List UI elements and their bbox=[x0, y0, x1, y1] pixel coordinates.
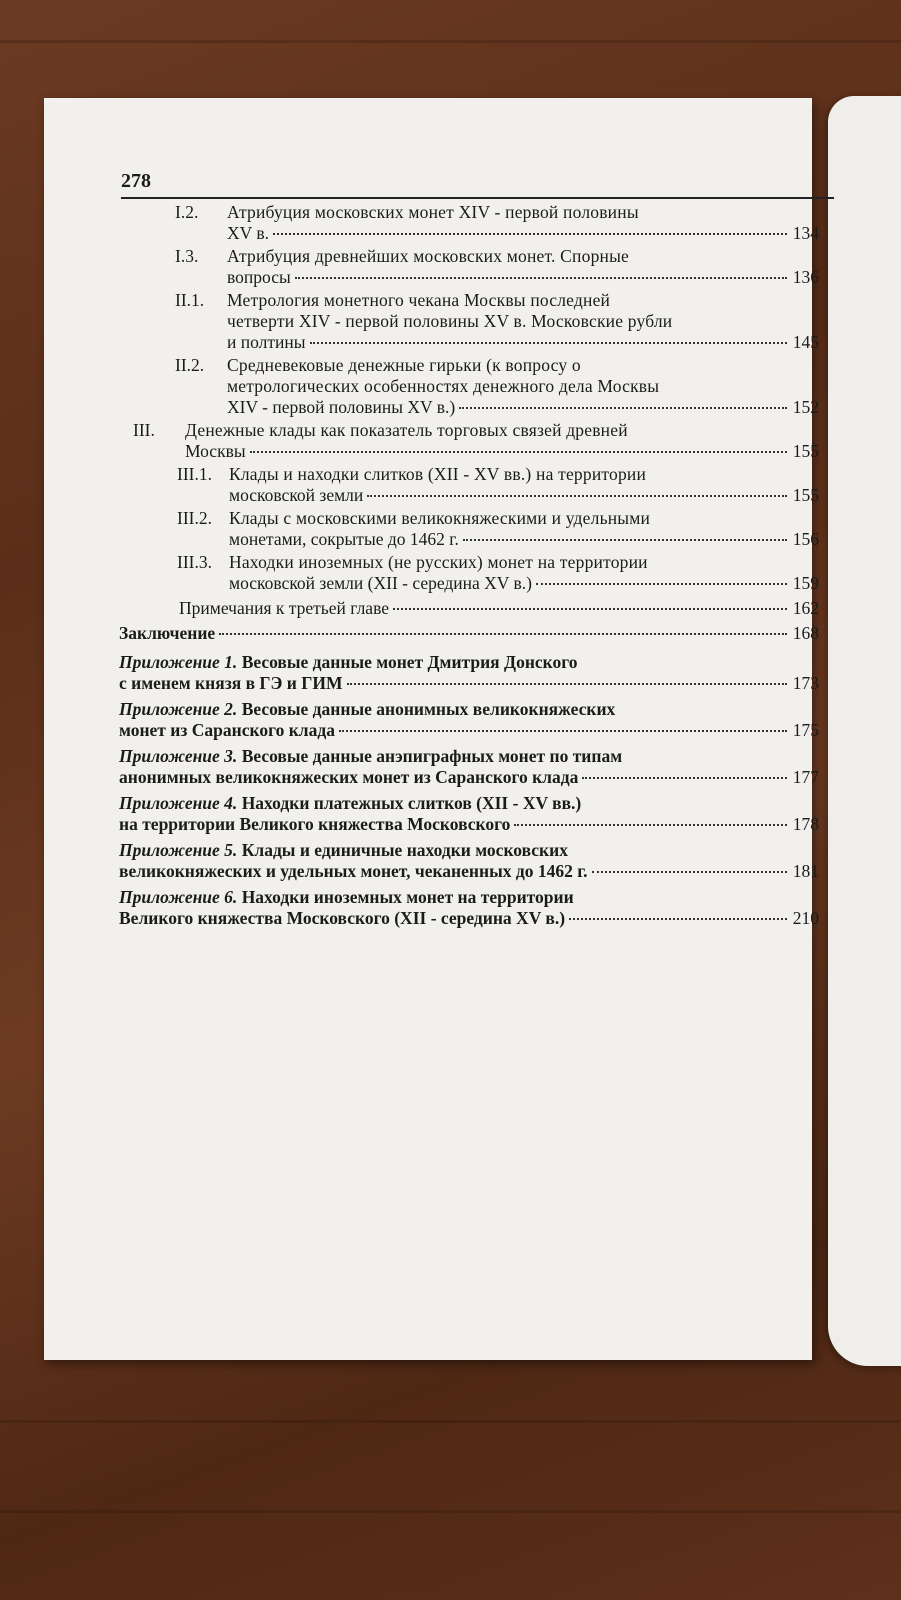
appendix-title: анонимных великокняжеских монет из Саранского клада bbox=[119, 767, 579, 787]
toc-appendix bbox=[119, 699, 819, 741]
toc-entry-number: III.3. bbox=[177, 552, 212, 572]
dot-leader bbox=[393, 608, 787, 610]
toc-page-number: 178 bbox=[792, 814, 819, 834]
appendix-label: Приложение 3. bbox=[119, 746, 238, 766]
dot-leader bbox=[295, 277, 787, 279]
toc-entry-text: Средневековые денежные гирьки (к вопросу о bbox=[227, 355, 581, 375]
toc-entry-text: Находки иноземных (не русских) монет на территории bbox=[229, 552, 648, 572]
toc-entry-text: Атрибуция древнейших московских монет. Спорные bbox=[227, 246, 630, 266]
toc-page-number: 177 bbox=[792, 767, 819, 787]
adjacent-page-edge bbox=[828, 96, 901, 1366]
page-number: 278 bbox=[121, 170, 151, 192]
appendix-title: Великого княжества Московского (XII - середина XV в.) bbox=[119, 908, 566, 928]
toc-page-number: 155 bbox=[792, 485, 819, 505]
dot-leader bbox=[250, 451, 787, 453]
appendix-title: Весовые данные анэпиграфных монет по типам bbox=[241, 746, 623, 766]
toc-entry-text: Денежные клады как показатель торговых связей древней bbox=[185, 420, 628, 440]
appendix-title: с именем князя в ГЭ и ГИМ bbox=[119, 673, 343, 693]
appendix-title: монет из Саранского клада bbox=[119, 720, 335, 740]
toc-entry-text: московской земли (XII - середина XV в.) bbox=[229, 573, 532, 593]
toc-page-number: 175 bbox=[792, 720, 819, 740]
toc-page-number: 156 bbox=[792, 529, 819, 549]
toc-entry-text: Заключение bbox=[119, 623, 216, 643]
toc-page-number: 210 bbox=[792, 908, 819, 928]
toc-entry-number: I.3. bbox=[175, 246, 199, 266]
appendix-title: Весовые данные анонимных великокняжеских bbox=[241, 699, 616, 719]
toc-entry-text: вопросы bbox=[227, 267, 291, 287]
toc-entry bbox=[119, 508, 819, 550]
table-of-contents bbox=[119, 202, 819, 929]
toc-appendix bbox=[119, 887, 819, 929]
toc-entry-text: Метрология монетного чекана Москвы последней bbox=[227, 290, 611, 310]
toc-entry-text: Москвы bbox=[185, 441, 246, 461]
toc-appendix bbox=[119, 746, 819, 788]
toc-appendix bbox=[119, 652, 819, 694]
appendix-title: Находки иноземных монет на территории bbox=[241, 887, 574, 907]
dot-leader bbox=[592, 871, 787, 873]
toc-page-number: 152 bbox=[792, 397, 819, 417]
appendix-label: Приложение 1. bbox=[119, 652, 238, 672]
wood-grain bbox=[0, 1510, 901, 1513]
appendix-label: Приложение 4. bbox=[119, 793, 238, 813]
toc-entry-text: четверти XIV - первой половины XV в. Московские рубли bbox=[227, 311, 673, 331]
dot-leader bbox=[459, 407, 787, 409]
dot-leader bbox=[273, 233, 787, 235]
toc-entry bbox=[119, 552, 819, 594]
dot-leader bbox=[582, 777, 787, 779]
toc-page-number: 162 bbox=[792, 598, 819, 618]
dot-leader bbox=[339, 730, 787, 732]
toc-entry-number: II.2. bbox=[175, 355, 205, 375]
toc-entry-text: и полтины bbox=[227, 332, 306, 352]
dot-leader bbox=[569, 918, 787, 920]
dot-leader bbox=[347, 683, 788, 685]
toc-page-number: 145 bbox=[792, 332, 819, 352]
toc-entry-text: монетами, сокрытые до 1462 г. bbox=[229, 529, 459, 549]
appendix-label: Приложение 2. bbox=[119, 699, 238, 719]
dot-leader bbox=[536, 583, 787, 585]
toc-entry bbox=[119, 290, 819, 353]
toc-entry-number: III.2. bbox=[177, 508, 212, 528]
book-page bbox=[44, 98, 819, 1360]
toc-entry-text: метрологических особенностях денежного дела Москвы bbox=[227, 376, 660, 396]
toc-page-number: 155 bbox=[792, 441, 819, 461]
toc-entry bbox=[119, 464, 819, 506]
appendix-title: Клады и единичные находки московских bbox=[241, 840, 568, 860]
toc-entry-conclusion bbox=[119, 623, 819, 644]
toc-page-number: 134 bbox=[792, 223, 819, 243]
header-rule bbox=[121, 197, 834, 199]
toc-page-number: 168 bbox=[792, 623, 819, 643]
appendix-label: Приложение 5. bbox=[119, 840, 238, 860]
toc-page-number: 136 bbox=[792, 267, 819, 287]
toc-entry-number: I.2. bbox=[175, 202, 199, 222]
wood-grain bbox=[0, 40, 901, 43]
toc-entry-number: III. bbox=[133, 420, 155, 440]
toc-entry bbox=[119, 246, 819, 288]
toc-page-number: 181 bbox=[792, 861, 819, 881]
toc-entry-text: Атрибуция московских монет XIV - первой половины bbox=[227, 202, 639, 222]
appendix-label: Приложение 6. bbox=[119, 887, 238, 907]
dot-leader bbox=[310, 342, 788, 344]
toc-entry bbox=[119, 355, 819, 418]
toc-entry-number: II.1. bbox=[175, 290, 205, 310]
toc-entry-text: XV в. bbox=[227, 223, 269, 243]
dot-leader bbox=[367, 495, 787, 497]
toc-page-number: 159 bbox=[792, 573, 819, 593]
dot-leader bbox=[463, 539, 787, 541]
toc-entry bbox=[119, 420, 819, 462]
toc-entry-text: Примечания к третьей главе bbox=[179, 598, 389, 618]
toc-appendix bbox=[119, 840, 819, 882]
toc-entry-text: Клады и находки слитков (XII - XV вв.) на территории bbox=[229, 464, 647, 484]
appendix-title: великокняжеских и удельных монет, чеканенных до 1462 г. bbox=[119, 861, 588, 881]
dot-leader bbox=[514, 824, 787, 826]
toc-appendix bbox=[119, 793, 819, 835]
wood-grain bbox=[0, 1420, 901, 1423]
toc-entry-text: XIV - первой половины XV в.) bbox=[227, 397, 456, 417]
toc-page-number: 173 bbox=[792, 673, 819, 693]
toc-entry-text: московской земли bbox=[229, 485, 364, 505]
toc-entry-number: III.1. bbox=[177, 464, 212, 484]
toc-entry-text: Клады с московскими великокняжескими и удельными bbox=[229, 508, 651, 528]
toc-entry-notes bbox=[119, 598, 819, 619]
appendix-title: Находки платежных слитков (XII - XV вв.) bbox=[241, 793, 582, 813]
toc-entry bbox=[119, 202, 819, 244]
dot-leader bbox=[219, 633, 787, 635]
appendix-title: Весовые данные монет Дмитрия Донского bbox=[241, 652, 578, 672]
appendix-title: на территории Великого княжества Московского bbox=[119, 814, 511, 834]
